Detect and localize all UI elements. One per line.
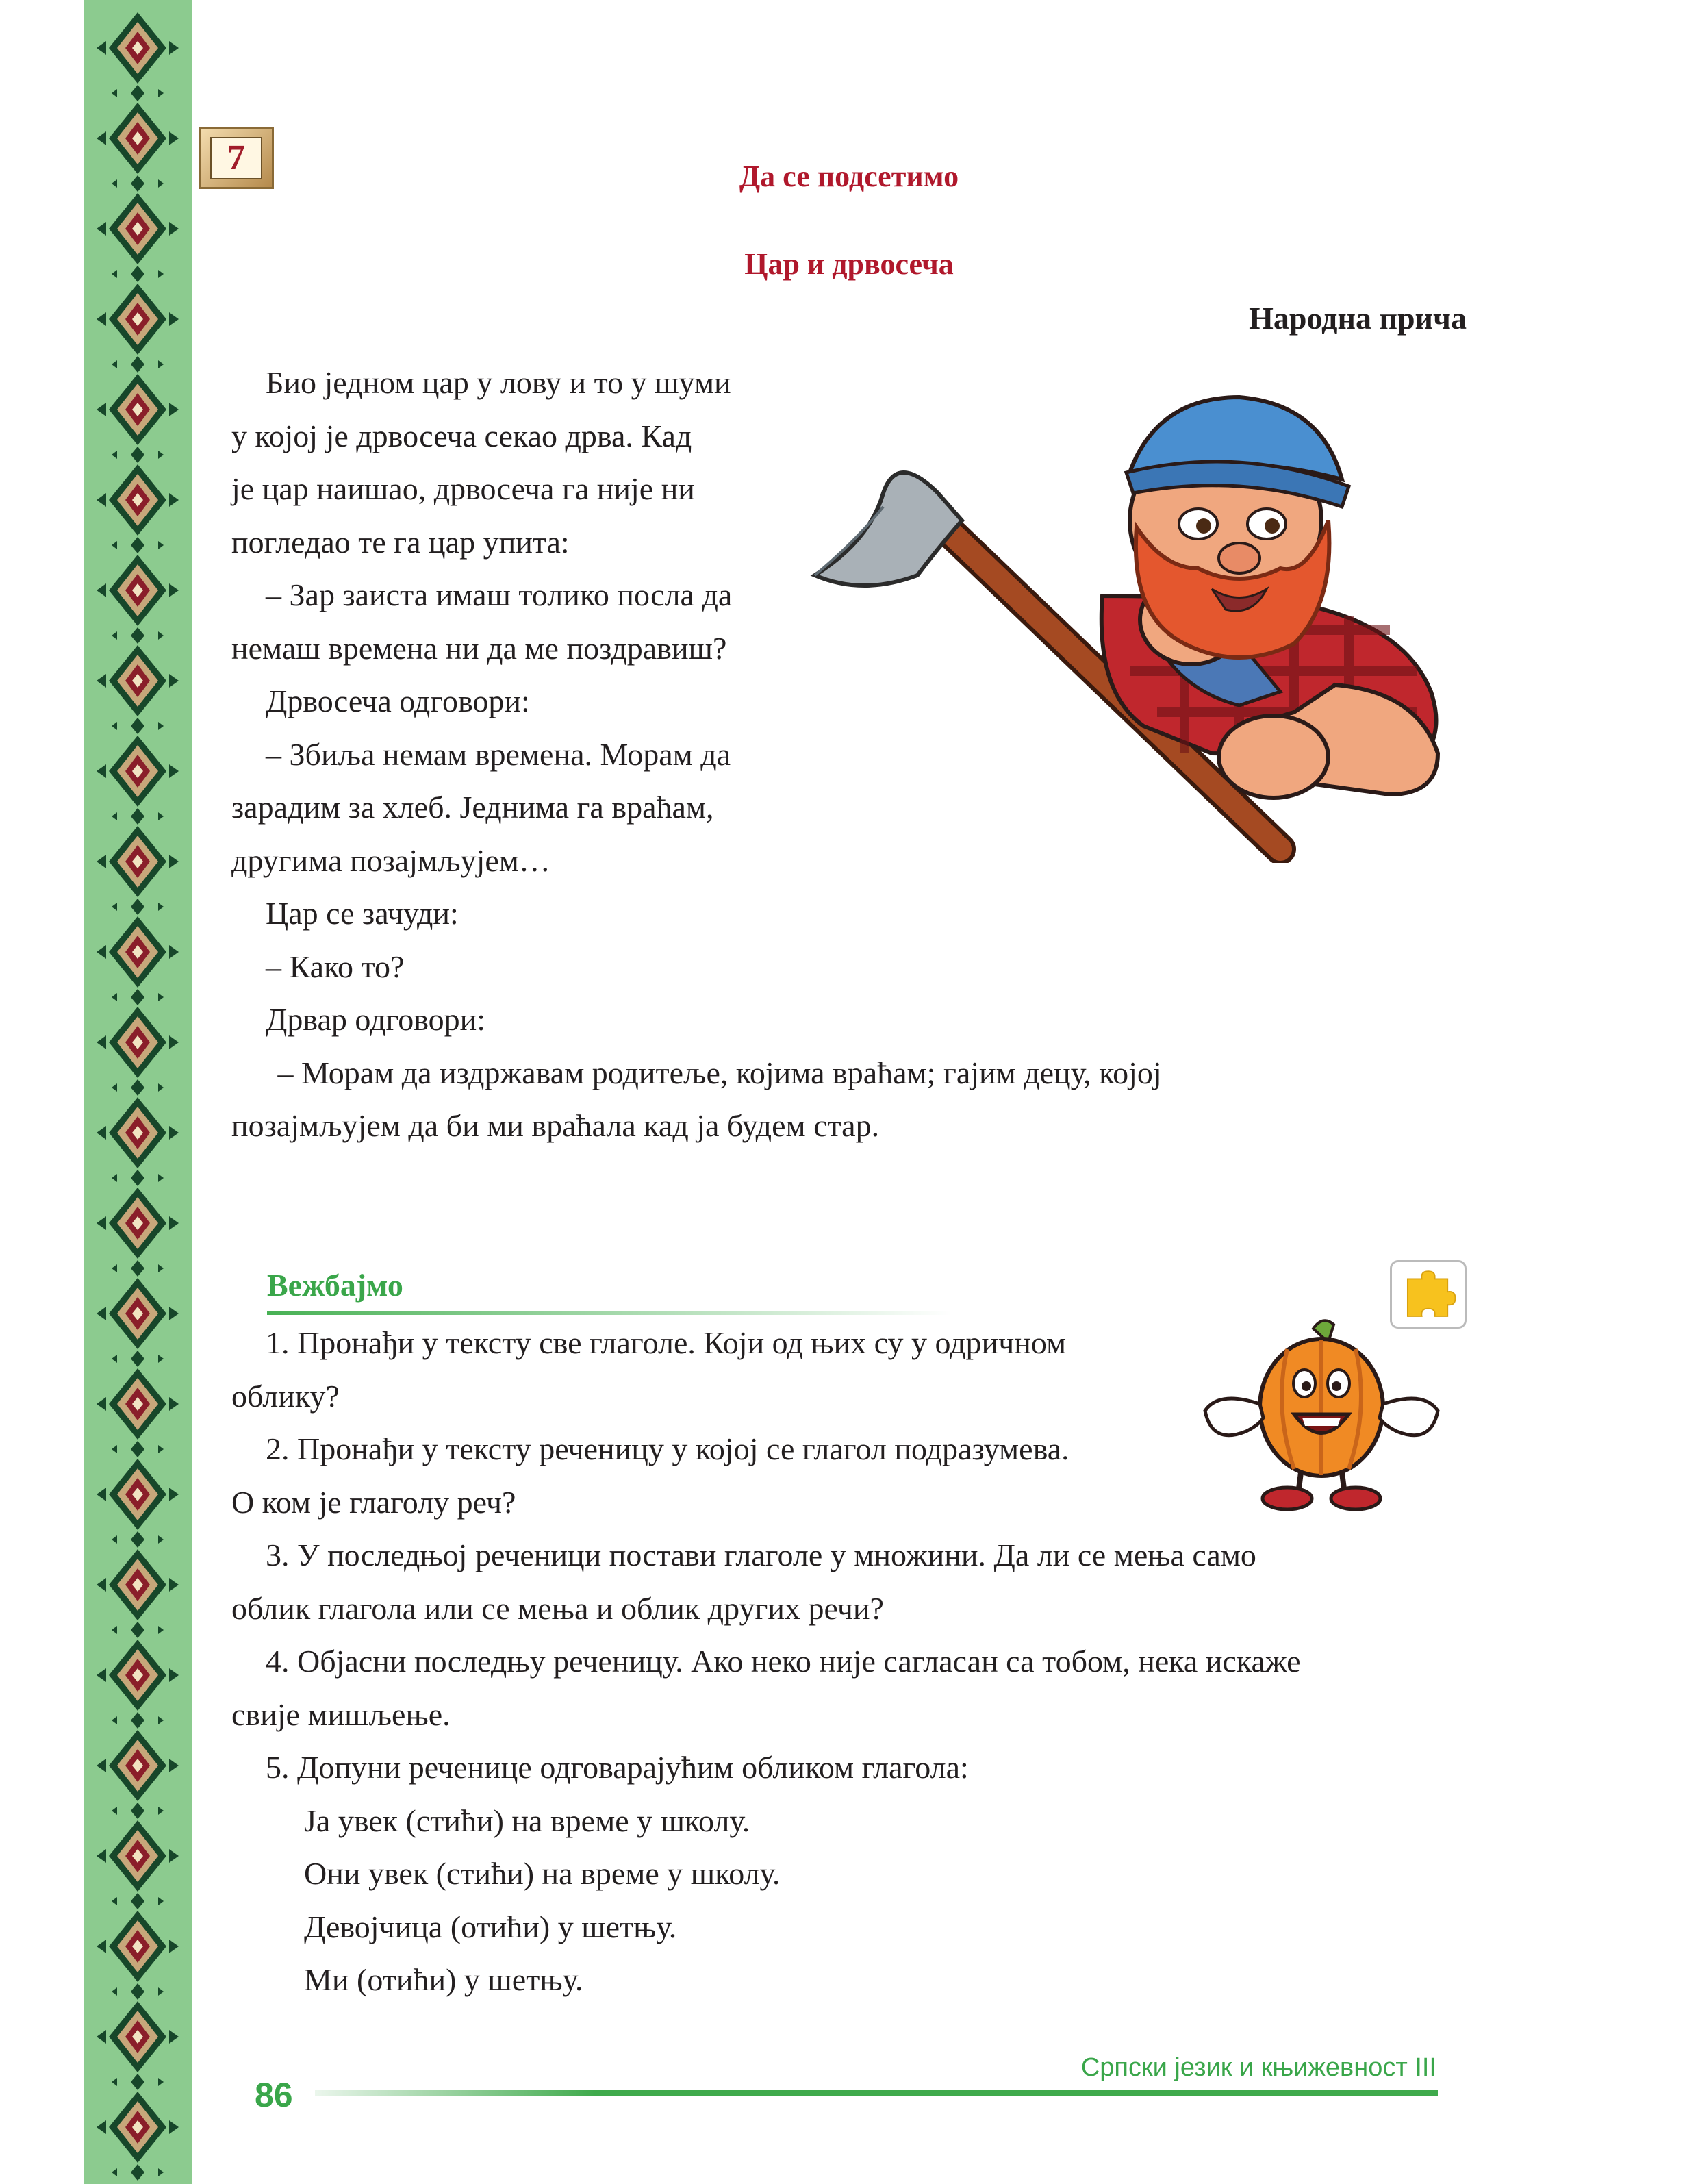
exercise-line: свије мишљење. (231, 1696, 451, 1732)
heading-remember: Да се подсетимо (739, 160, 959, 193)
story-line: – Збиља немам времена. Морам да (266, 736, 731, 772)
story-line: у којој је дрвосеча секао дрва. Кад (231, 418, 692, 453)
exercise-section-title: Вежбајмо (267, 1268, 403, 1303)
exercise-line: 5. Допуни реченице одговарајућим обликом глагола: (266, 1750, 969, 1785)
story-line: Био једном цар у лову и то у шуми (266, 365, 731, 400)
story-line: Дрвар одговори: (266, 1002, 486, 1037)
section-underline (267, 1311, 952, 1315)
ornament-pattern (84, 0, 192, 2184)
footer-rule (315, 2090, 1438, 2096)
story-line: позајмљујем да би ми враћала кад ја будем стар. (231, 1108, 880, 1143)
exercise-line: облик глагола или се мења и облик других речи? (231, 1590, 884, 1626)
story-line: погледао те га цар упита: (231, 524, 570, 560)
exercise-line: Ја увек (стићи) на време у школу. (304, 1803, 750, 1838)
story-line: Цар се зачуди: (266, 896, 459, 931)
lumberjack-illustration (801, 370, 1479, 863)
exercise-line: О ком је глаголу реч? (231, 1484, 516, 1520)
story-line: зарадим за хлеб. Једнима га враћам, (231, 790, 714, 825)
exercise-line: 3. У последњој реченици постави глаголе у множини. Да ли се мења само (266, 1537, 1256, 1572)
story-title: Цар и дрвосеча (744, 247, 954, 281)
exercise-line: 4. Објасни последњу реченицу. Ако неко није сагласан са тобом, нека искаже (266, 1644, 1301, 1679)
story-line: је цар наишао, дрвосеча га није ни (231, 471, 695, 506)
ornamental-border (84, 0, 192, 2184)
story-line: – Морам да издржавам родитеље, којима враћам; гајим децу, којој (270, 1055, 1162, 1090)
story-line: немаш времена ни да ме поздравиш? (231, 630, 727, 666)
story-genre: Народна прича (1249, 301, 1467, 336)
exercise-line: 1. Пронађи у тексту све глаголе. Који од њих су у одричном (266, 1325, 1067, 1360)
page-number: 86 (255, 2076, 293, 2114)
exercise-line: 2. Пронађи у тексту реченицу у којој се глагол подразумева. (266, 1431, 1069, 1466)
story-line: другима позајмљујем… (231, 842, 550, 878)
exercise-line: Ми (отићи) у шетњу. (304, 1962, 583, 1997)
story-line: Дрвосеча одговори: (266, 683, 530, 718)
exercise-line: Они увек (стићи) на време у школу. (304, 1856, 781, 1891)
lesson-number: 7 (210, 137, 262, 179)
book-title: Српски језик и књижевност III (1080, 2053, 1436, 2082)
exercise-line: Девојчица (отићи) у шетњу. (304, 1909, 677, 1944)
story-line: – Зар заиста имаш толико посла да (266, 577, 733, 612)
story-line: – Како то? (266, 949, 405, 984)
exercise-line: облику? (231, 1378, 340, 1414)
exercise-list (231, 1316, 1301, 2007)
